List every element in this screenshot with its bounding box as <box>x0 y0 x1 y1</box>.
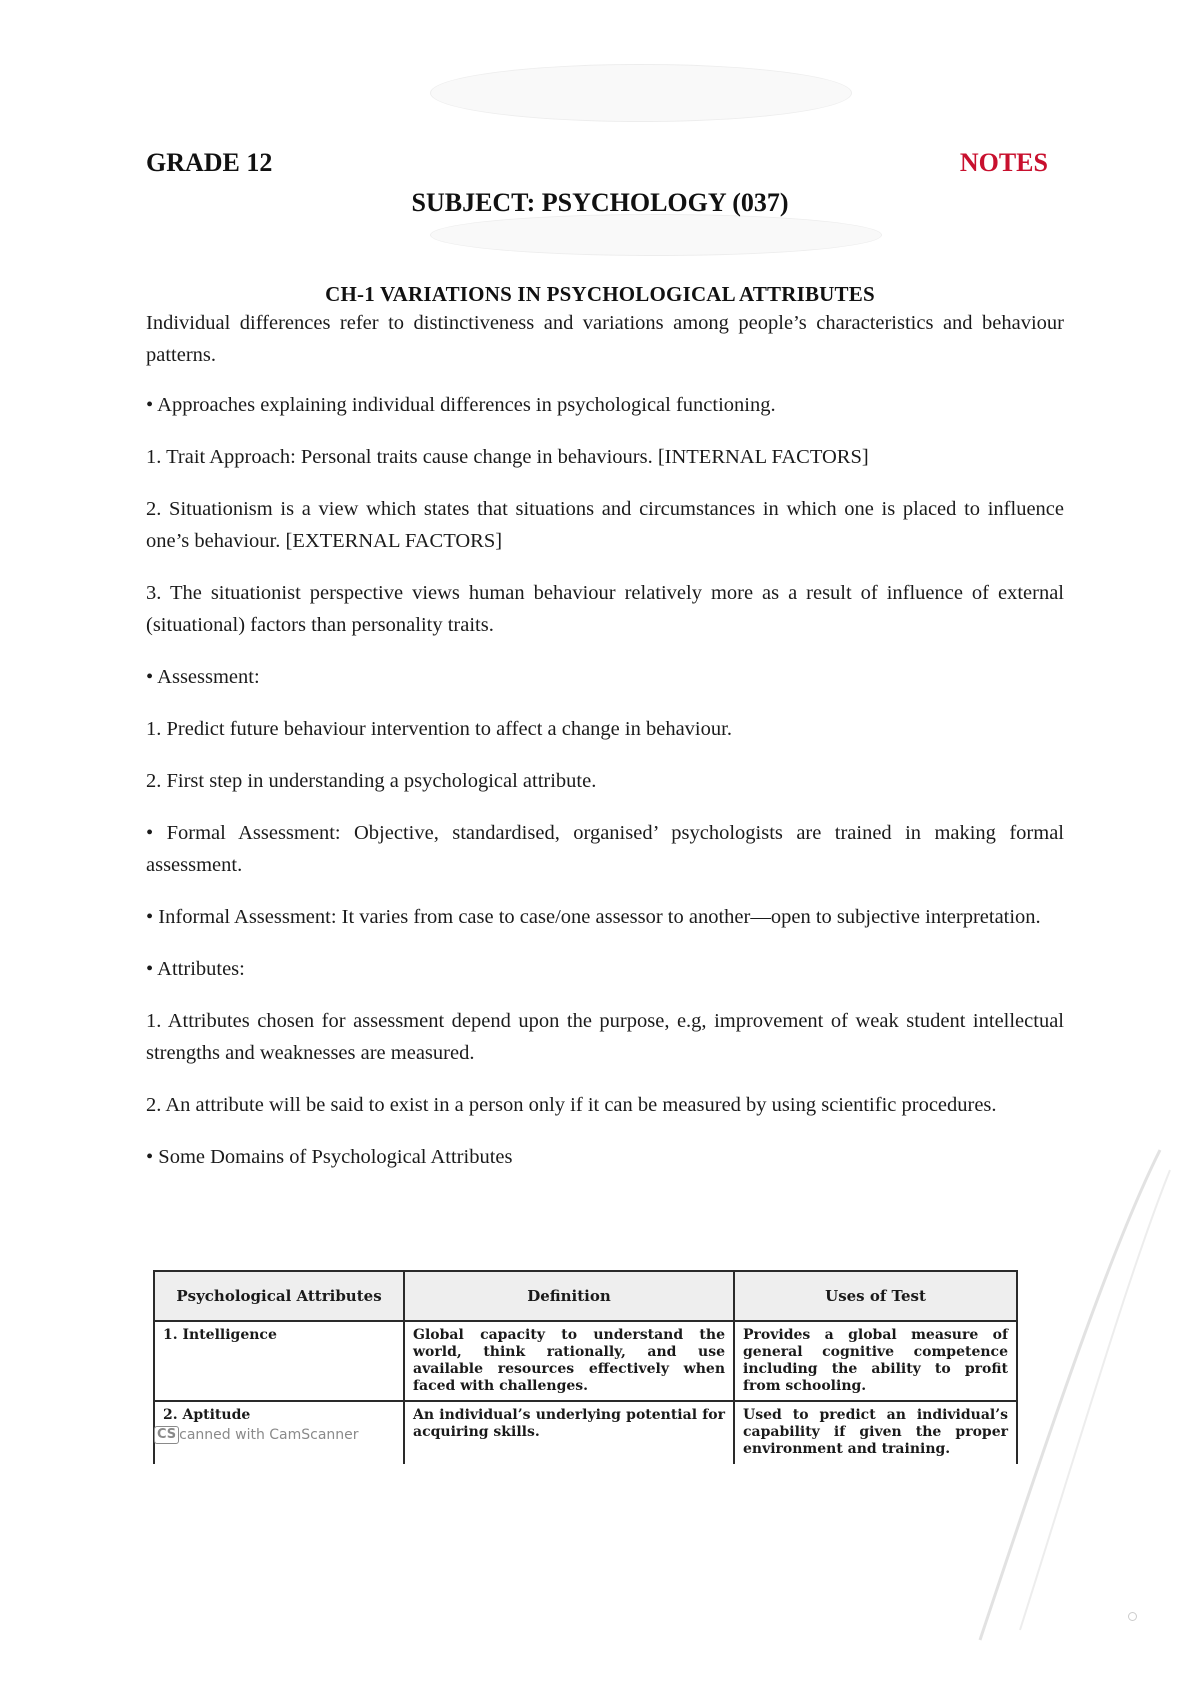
intro-paragraph: Individual differences refer to distinctiveness and variations among people’s characteristics and behaviour patterns. <box>146 312 1064 366</box>
scan-artifact-curve <box>960 1130 1180 1650</box>
uses-cell: Used to predict an individual’s capability if given the proper environment and training. <box>734 1401 1017 1464</box>
camscanner-logo-icon: CS <box>154 1426 179 1444</box>
uses-cell: Provides a global measure of general cognitive competence including the ability to profit from schooling. <box>734 1321 1017 1401</box>
formal-assessment-point: • Formal Assessment: Objective, standardised, organised’ psychologists are trained in making formal assessment. <box>146 822 1064 876</box>
header-row <box>146 148 1048 184</box>
grade-label: GRADE 12 <box>146 148 273 177</box>
table-row <box>154 1321 1017 1401</box>
approaches-heading: • Approaches explaining individual differences in psychological functioning. <box>146 394 776 416</box>
header-attributes: Psychological Attributes <box>154 1271 404 1321</box>
situationist-perspective-point: 3. The situationist perspective views human behaviour relatively more as a result of influence of external (situational) factors than personality traits. <box>146 582 1064 636</box>
attributes-point-1: 1. Attributes chosen for assessment depend upon the purpose, e.g, improvement of weak student intellectual strengths and weaknesses are measured. <box>146 1010 1064 1064</box>
subject-title: SUBJECT: PSYCHOLOGY (037) <box>411 188 789 217</box>
definition-cell: An individual’s underlying potential for acquiring skills. <box>404 1401 734 1464</box>
notes-label: NOTES <box>959 148 1048 177</box>
scan-smudge-middle <box>430 214 882 256</box>
definition-cell: Global capacity to understand the world, think rationally, and use available resources effectively when faced with challenges. <box>404 1321 734 1401</box>
camscanner-text: canned with CamScanner <box>179 1427 359 1443</box>
attribute-cell: 2. Aptitude <box>154 1401 404 1464</box>
domains-heading: • Some Domains of Psychological Attributes <box>146 1146 513 1168</box>
camscanner-watermark <box>154 1426 359 1444</box>
scan-artifact-dot <box>1128 1612 1137 1621</box>
notes-body <box>146 307 1064 1193</box>
assessment-point-1: 1. Predict future behaviour intervention to affect a change in behaviour. <box>146 718 732 740</box>
chapter-title: CH-1 VARIATIONS IN PSYCHOLOGICAL ATTRIBUTES <box>325 282 875 306</box>
assessment-heading: • Assessment: <box>146 666 260 688</box>
scan-smudge-top <box>430 64 852 122</box>
informal-assessment-point: • Informal Assessment: It varies from case to case/one assessor to another—open to subjective interpretation. <box>146 906 1041 928</box>
attribute-cell: 1. Intelligence <box>154 1321 404 1401</box>
situationism-point: 2. Situationism is a view which states that situations and circumstances in which one is placed to influence one’s behaviour. [EXTERNAL FACTORS] <box>146 498 1064 552</box>
table-header-row <box>154 1271 1017 1321</box>
trait-approach-point: 1. Trait Approach: Personal traits cause change in behaviours. [INTERNAL FACTORS] <box>146 446 869 468</box>
header-definition: Definition <box>404 1271 734 1321</box>
attributes-heading: • Attributes: <box>146 958 245 980</box>
header-uses: Uses of Test <box>734 1271 1017 1321</box>
attributes-point-2: 2. An attribute will be said to exist in a person only if it can be measured by using scientific procedures. <box>146 1094 997 1116</box>
assessment-point-2: 2. First step in understanding a psychological attribute. <box>146 770 597 792</box>
